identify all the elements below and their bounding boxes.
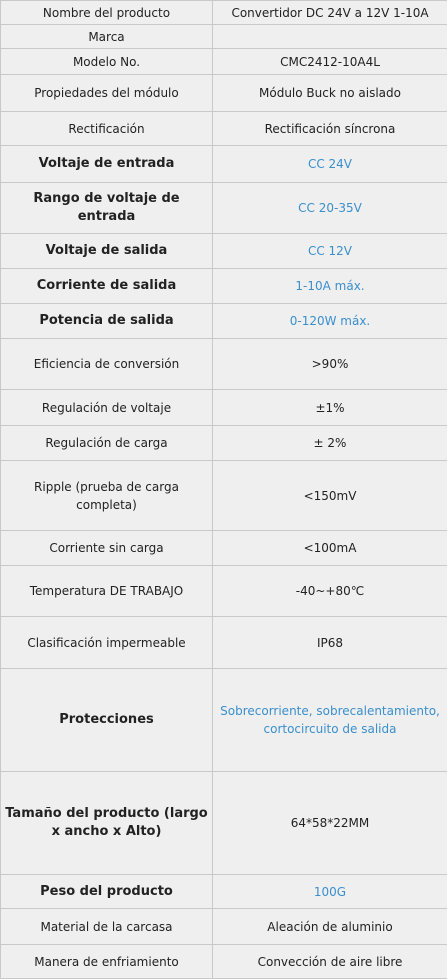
spec-label: Tamaño del producto (largo x ancho x Alto)	[1, 772, 213, 875]
spec-label: Modelo No.	[1, 49, 213, 75]
spec-value: IP68	[213, 617, 447, 669]
spec-label: Nombre del producto	[1, 1, 213, 25]
spec-label: Voltaje de salida	[1, 234, 213, 269]
table-row	[1, 426, 447, 461]
table-row	[1, 669, 447, 772]
spec-value: Convertidor DC 24V a 12V 1-10A	[213, 1, 447, 25]
table-row	[1, 909, 447, 945]
spec-value: Rectificación síncrona	[213, 112, 447, 146]
table-row	[1, 269, 447, 304]
spec-label: Propiedades del módulo	[1, 75, 213, 112]
spec-label: Regulación de carga	[1, 426, 213, 461]
table-row	[1, 339, 447, 390]
spec-label: Ripple (prueba de carga completa)	[1, 461, 213, 531]
spec-value: Sobrecorriente, sobrecalentamiento, cortocircuito de salida	[213, 669, 447, 772]
spec-label: Rectificación	[1, 112, 213, 146]
table-row	[1, 75, 447, 112]
table-row	[1, 1, 447, 25]
spec-label: Material de la carcasa	[1, 909, 213, 945]
table-row	[1, 566, 447, 617]
spec-label: Manera de enfriamiento	[1, 945, 213, 979]
table-row	[1, 531, 447, 566]
table-row	[1, 304, 447, 339]
table-row	[1, 183, 447, 234]
spec-value: Módulo Buck no aislado	[213, 75, 447, 112]
spec-label: Marca	[1, 25, 213, 49]
table-row	[1, 617, 447, 669]
spec-label: Corriente de salida	[1, 269, 213, 304]
spec-label: Eficiencia de conversión	[1, 339, 213, 390]
spec-label: Potencia de salida	[1, 304, 213, 339]
table-row	[1, 461, 447, 531]
spec-value: Aleación de aluminio	[213, 909, 447, 945]
table-row	[1, 875, 447, 909]
spec-value: 0-120W máx.	[213, 304, 447, 339]
spec-value: -40~+80℃	[213, 566, 447, 617]
spec-label: Corriente sin carga	[1, 531, 213, 566]
table-row	[1, 49, 447, 75]
spec-label: Rango de voltaje de entrada	[1, 183, 213, 234]
table-row	[1, 945, 447, 979]
table-row	[1, 772, 447, 875]
spec-value: CC 20-35V	[213, 183, 447, 234]
spec-value: <150mV	[213, 461, 447, 531]
spec-value: 100G	[213, 875, 447, 909]
table-row	[1, 25, 447, 49]
spec-label: Clasificación impermeable	[1, 617, 213, 669]
spec-value: CC 24V	[213, 146, 447, 183]
spec-label: Protecciones	[1, 669, 213, 772]
spec-value: Convección de aire libre	[213, 945, 447, 979]
spec-label: Voltaje de entrada	[1, 146, 213, 183]
spec-label: Regulación de voltaje	[1, 390, 213, 426]
spec-table-body	[1, 1, 447, 979]
spec-value: ± 2%	[213, 426, 447, 461]
table-row	[1, 146, 447, 183]
spec-value: ±1%	[213, 390, 447, 426]
spec-label: Peso del producto	[1, 875, 213, 909]
table-row	[1, 112, 447, 146]
spec-value: >90%	[213, 339, 447, 390]
spec-value: CMC2412-10A4L	[213, 49, 447, 75]
spec-label: Temperatura DE TRABAJO	[1, 566, 213, 617]
spec-value	[213, 25, 447, 49]
spec-value: 1-10A máx.	[213, 269, 447, 304]
spec-value: CC 12V	[213, 234, 447, 269]
table-row	[1, 390, 447, 426]
table-row	[1, 234, 447, 269]
spec-value: 64*58*22MM	[213, 772, 447, 875]
spec-value: <100mA	[213, 531, 447, 566]
